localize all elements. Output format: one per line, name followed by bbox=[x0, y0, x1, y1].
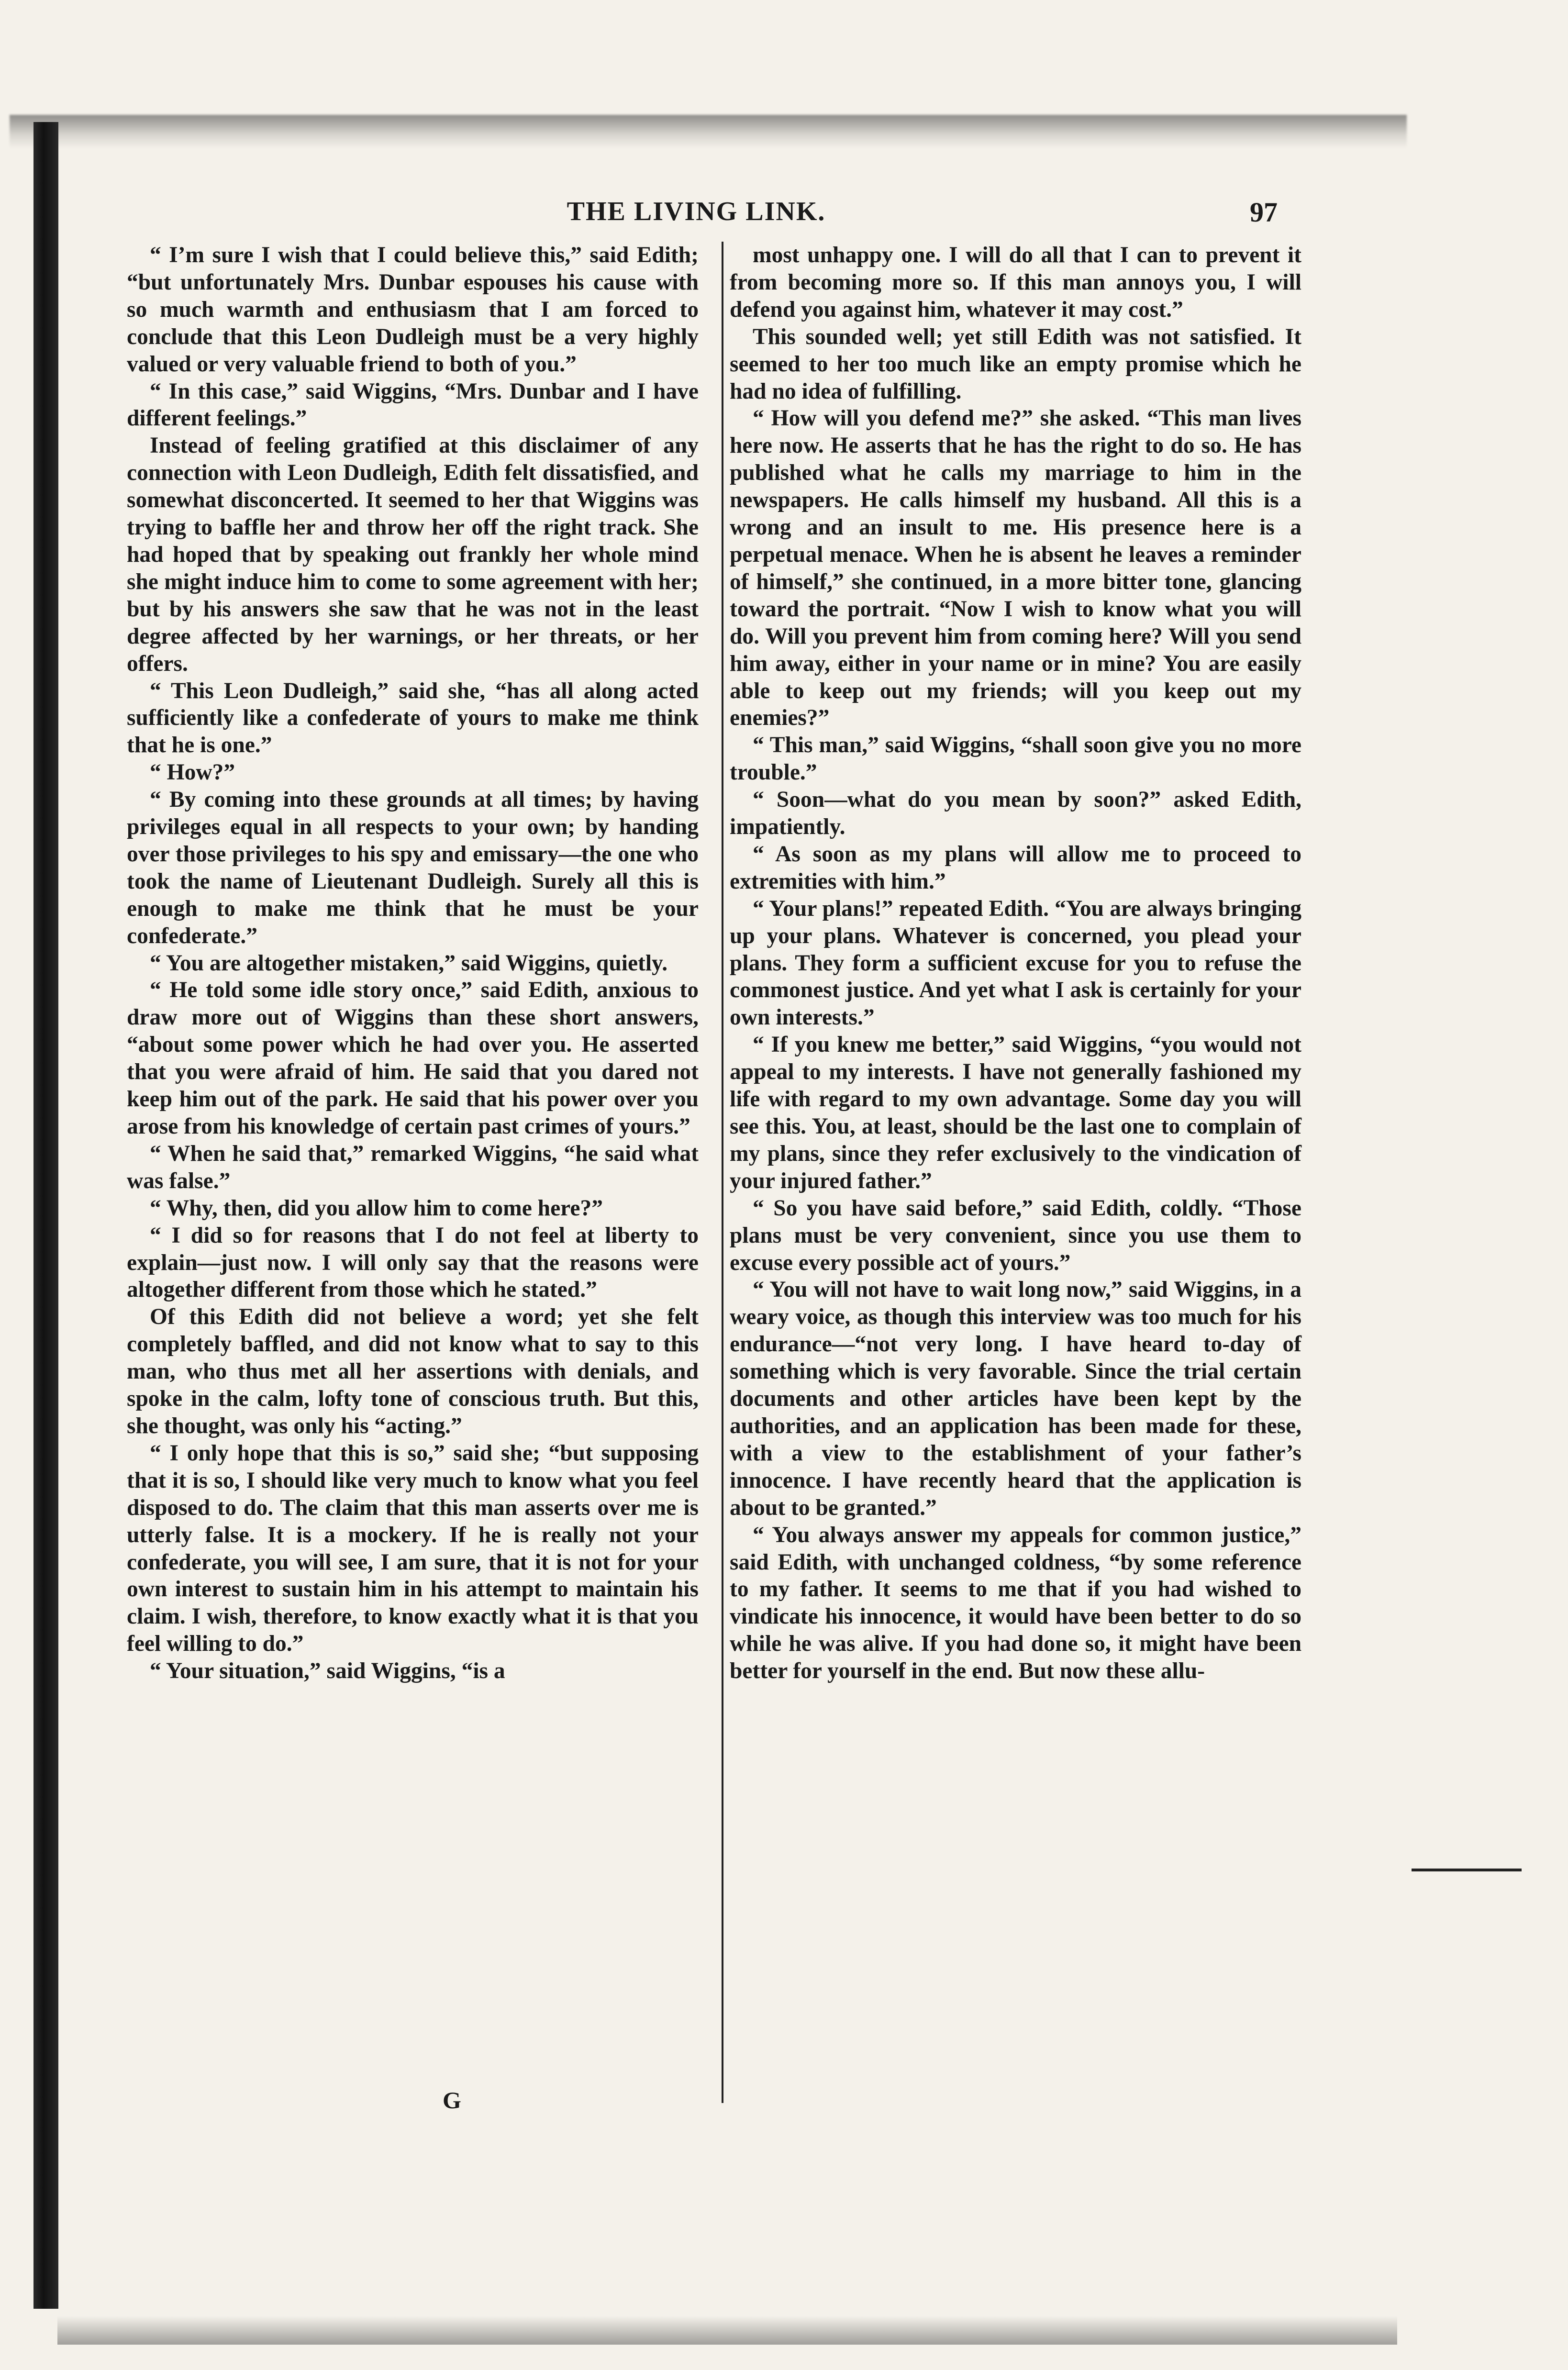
paragraph: “ So you have said before,” said Edith, coldly. “Those plans must be very convenient, since you use them to excuse every possible act of yours.” bbox=[730, 1195, 1301, 1275]
binding-shadow bbox=[33, 122, 58, 2309]
column-divider bbox=[722, 242, 723, 2103]
signature-mark: G bbox=[443, 2087, 461, 2114]
paragraph: Of this Edith did not believe a word; yet she felt completely baffled, and did not know what to say to this man, who thus met all her assertions with denials, and spoke in the calm, lofty tone of conscious truth. But this, she thought, was only his “acting.” bbox=[127, 1304, 699, 1438]
paragraph: “ I did so for reasons that I do not feel at liberty to explain—just now. I will only say that the reasons were altogether different from those which he stated.” bbox=[127, 1223, 699, 1302]
paragraph: “ In this case,” said Wiggins, “Mrs. Dunbar and I have different feelings.” bbox=[127, 378, 699, 431]
paragraph: “ You will not have to wait long now,” said Wiggins, in a weary voice, as though this interview was too much for his endurance—“not very long. I have heard to-day of something which is very favorable. Since the trial certain documents and other articles have been kept by the authorities, and an application has been made for these, with a view to the establishment of your father’s innocence. I have recently heard that the application is about to be granted.” bbox=[730, 1277, 1301, 1520]
paragraph: “ Why, then, did you allow him to come here?” bbox=[150, 1195, 603, 1221]
right-column bbox=[730, 242, 1301, 1685]
top-scan-smudge bbox=[10, 115, 1407, 148]
paragraph: “ When he said that,” remarked Wiggins, “he said what was false.” bbox=[127, 1141, 699, 1193]
page-header bbox=[115, 196, 1278, 239]
paragraph: “ I only hope that this is so,” said she; “but supposing that it is so, I should like very much to know what you feel disposed to do. The claim that this man asserts over me is utterly false. It is a mockery. If he is really not your confederate, you will see, I am sure, that it is not for your own interest to sustain him in his attempt to maintain his claim. I wish, therefore, to know exactly what it is that you feel willing to do.” bbox=[127, 1440, 699, 1657]
paragraph: “ I’m sure I wish that I could believe this,” said Edith; “but unfortunately Mrs. Dunbar espouses his cause with so much warmth and enthusiasm that I am forced to conclude that this Leon Dudleigh must be a very highly valued or very valuable friend to both of you.” bbox=[127, 243, 699, 377]
running-title: THE LIVING LINK. bbox=[567, 197, 826, 226]
left-column bbox=[127, 242, 699, 1685]
page-number: 97 bbox=[1250, 197, 1278, 228]
paragraph: “ By coming into these grounds at all times; by having privileges equal in all respects to your own; by handing over those privileges to his spy and emissary—the one who took the name of Lieutenant Dudleigh. Surely all this is enough to make me think that he must be your confederate.” bbox=[127, 787, 699, 948]
bottom-scan-smudge bbox=[57, 2316, 1397, 2345]
paragraph: “ If you knew me better,” said Wiggins, “you would not appeal to my interests. I have not generally fashioned my life with regard to my own advantage. Some day you will see this. You, at least, should be the last one to complain of my plans, since they refer exclusively to the vindication of your injured father.” bbox=[730, 1032, 1301, 1193]
paragraph: “ Your plans!” repeated Edith. “You are always bringing up your plans. Whatever is concerned, you plead your plans. They form a sufficient excuse for you to refuse the commonest justice. And yet what I ask is certainly for your own interests.” bbox=[730, 896, 1301, 1030]
paragraph: “ He told some idle story once,” said Edith, anxious to draw more out of Wiggins than these short answers, “about some power which he had over you. He asserted that you were afraid of him. He said that you dared not keep him out of the park. He said that his power over you arose from his knowledge of certain past crimes of yours.” bbox=[127, 978, 699, 1139]
paragraph: “ This man,” said Wiggins, “shall soon give you no more trouble.” bbox=[730, 733, 1301, 785]
paragraph: “ How?” bbox=[150, 760, 235, 785]
paragraph: “ Your situation,” said Wiggins, “is a bbox=[150, 1658, 505, 1684]
paragraph: most unhappy one. I will do all that I can to prevent it from becoming more so. If this man annoys you, I will defend you against him, whatever it may cost.” bbox=[730, 243, 1301, 322]
paragraph: “ You always answer my appeals for common justice,” said Edith, with unchanged coldness, “by some reference to my father. It seems to me that if you had wished to vindicate his innocence, it would have been better to do so while he was alive. If you had done so, it might have been better for yourself in the end. But now these allu- bbox=[730, 1522, 1301, 1684]
paragraph: “ You are altogether mistaken,” said Wiggins, quietly. bbox=[150, 950, 668, 976]
paragraph: “ As soon as my plans will allow me to proceed to extremities with him.” bbox=[730, 841, 1301, 894]
paragraph: “ This Leon Dudleigh,” said she, “has all along acted sufficiently like a confederate of yours to make me think that he is one.” bbox=[127, 678, 699, 758]
paragraph: “ How will you defend me?” she asked. “This man lives here now. He asserts that he has the right to do so. He has published what he calls my marriage to him in the newspapers. He calls himself my husband. All this is a wrong and an insult to me. His presence here is a perpetual menace. When he is absent he leaves a reminder of himself,” she continued, in a more bitter tone, glancing toward the portrait. “Now I wish to know what you will do. Will you prevent him from coming here? Will you send him away, either in your name or in mine? You are easily able to keep out my friends; will you keep out my enemies?” bbox=[730, 406, 1301, 731]
paragraph: “ Soon—what do you mean by soon?” asked Edith, impatiently. bbox=[730, 787, 1301, 840]
paragraph: Instead of feeling gratified at this disclaimer of any connection with Leon Dudleigh, Edith felt dissatisfied, and somewhat disconcerted. It seemed to her that Wiggins was trying to baffle her and throw her off the right track. She had hoped that by speaking out frankly her whole mind she might induce him to come to some agreement with her; but by his answers she saw that he was not in the least degree affected by her warnings, or her threats, or her offers. bbox=[127, 433, 699, 676]
paragraph: This sounded well; yet still Edith was not satisfied. It seemed to her too much like an empty promise which he had no idea of fulfilling. bbox=[730, 324, 1301, 404]
margin-rule-mark bbox=[1412, 1869, 1522, 1871]
